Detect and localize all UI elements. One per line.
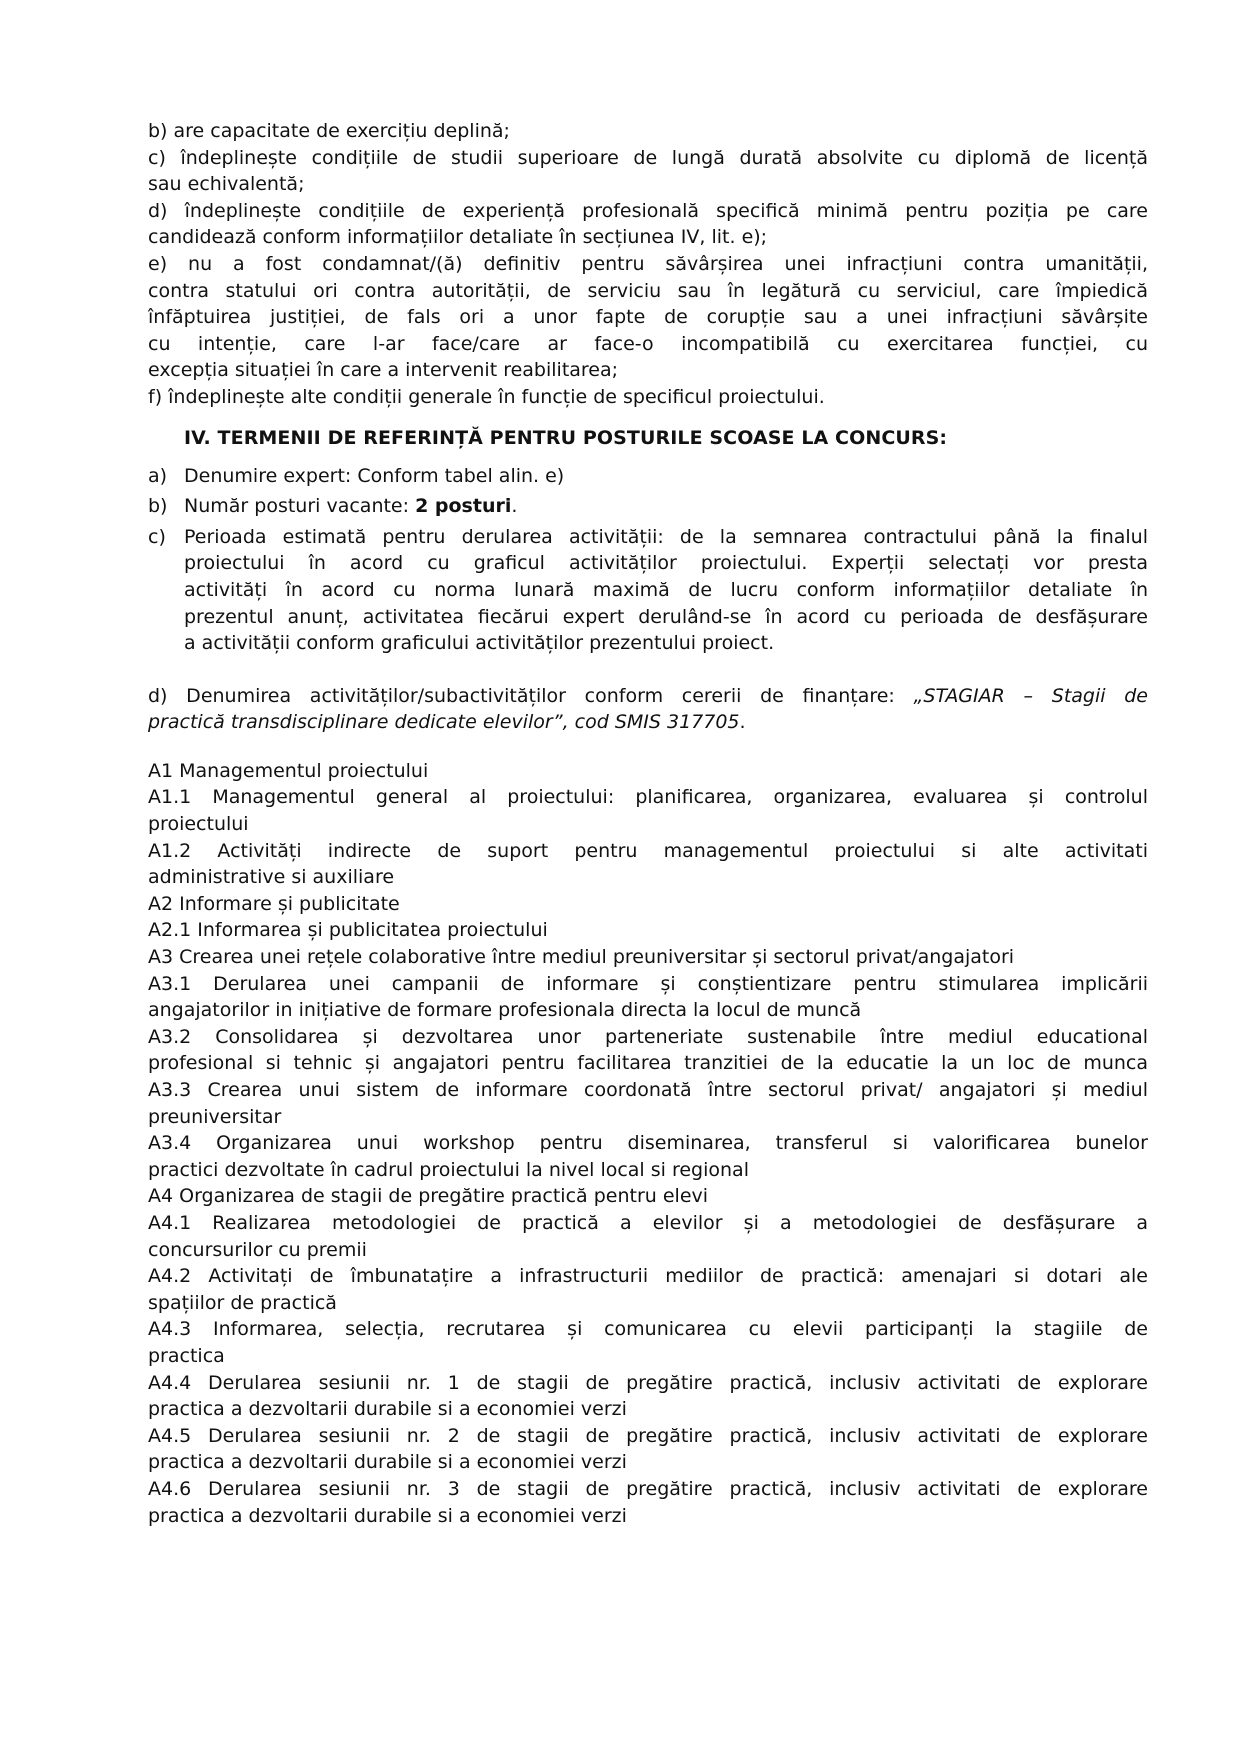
document-page [148,118,1148,1529]
activity-item [148,1423,1148,1476]
condition-item [148,145,1148,198]
activity-item [148,1210,1148,1263]
term-a [148,463,1148,490]
eligibility-conditions [148,118,1148,411]
term-b [148,493,1148,520]
activity-line-text: A4.3 Informarea, selecția, recrutarea și comunicarea cu elevii participanți la stagiile de [148,1318,1148,1341]
activity-line: A2 Informare și publicitate [148,892,400,915]
activity-line-text: A1.1 Managementul general al proiectului: planificarea, organizarea, evaluarea și controlul [148,786,1148,809]
activity-item [148,1183,1148,1210]
condition-line-text: d) îndeplinește condițiile de experiență profesională specifică minimă pentru poziția pe care [148,199,1148,222]
term-d-line-1 [148,683,1148,710]
activity-line-text: A4.5 Derularea sesiunii nr. 2 de stagii de pregătire practică, inclusiv activitati de explorare [148,1424,1148,1447]
activity-item [148,917,1148,944]
activity-line-text: A4.4 Derularea sesiunii nr. 1 de stagii de pregătire practică, inclusiv activitati de explorare [148,1371,1148,1394]
activity-line [148,1370,1148,1397]
condition-line [148,331,1148,358]
condition-line [148,198,1148,225]
activity-line [148,1476,1148,1503]
term-c-text [184,524,1148,657]
condition-line: sau echivalentă; [148,173,305,196]
condition-line-text: cu intenție, care l-ar face/care ar face-o incompatibilă cu exercitarea funcției, cu [148,332,1148,355]
activity-line: A4 Organizarea de stagii de pregătire practică pentru elevi [148,1185,709,1208]
activity-line-text: A4.6 Derularea sesiunii nr. 3 de stagii de pregătire practică, inclusiv activitati de explorare [148,1477,1148,1500]
activity-line [148,1130,1148,1157]
activity-line-text: A3.4 Organizarea unui workshop pentru diseminarea, transferul si valorificarea bunelor [148,1132,1148,1155]
activity-item [148,1263,1148,1316]
activity-item [148,971,1148,1024]
activity-line-text: profesional si tehnic și angajatori pentru facilitarea tranzitiei de la educatie la un loc de munca [148,1052,1148,1075]
activity-item [148,1130,1148,1183]
term-b-suffix: . [511,495,518,518]
activity-line: practica [148,1344,225,1367]
term-c-line [184,550,1148,577]
activity-line-text: A3.3 Crearea unui sistem de informare coordonată între sectorul privat/ angajatori și mediul [148,1079,1148,1101]
activity-item [148,1316,1148,1369]
activity-line: administrative si auxiliare [148,866,395,889]
activity-item [148,838,1148,891]
condition-line: excepția situației în care a intervenit reabilitarea; [148,359,619,382]
condition-item [148,251,1148,384]
project-title-end: practică transdisciplinare dedicate elevilor”, cod SMIS 317705 [148,711,740,734]
activity-line: concursurilor cu premii [148,1238,367,1261]
term-c-label: c) [148,525,166,548]
term-a-text: Denumire expert: Conform tabel alin. e) [184,464,565,487]
condition-item [148,384,1148,411]
activity-line: spațiilor de practică [148,1291,337,1314]
term-c-line [184,577,1148,604]
condition-line: b) are capacitate de exercițiu deplină; [148,120,510,142]
activity-line-text: A3.1 Derularea unei campanii de informare și conștientizare pentru stimularea implicării [148,972,1148,995]
term-c-line-text: Perioada estimată pentru derularea activității: de la semnarea contractului până la finalul [184,525,1148,548]
activity-line: practica a dezvoltarii durabile si a economiei verzi [148,1451,627,1474]
condition-line: f) îndeplinește alte condiții generale în funcție de specificul proiectului. [148,385,825,408]
term-c-line: a activității conform graficului activităților prezentului proiect. [184,632,775,655]
term-c-line [184,604,1148,631]
term-d-line-2 [148,709,1148,736]
activity-item [148,1024,1148,1077]
condition-line [148,278,1148,305]
activity-line: angajatorilor in inițiative de formare profesionala directa la locul de muncă [148,999,862,1022]
term-c [148,524,1148,657]
activity-item [148,758,1148,785]
activity-line: A1 Managementul proiectului [148,759,429,782]
term-b-prefix: Număr posturi vacante: [184,495,416,518]
activity-line [148,1263,1148,1290]
term-b-label: b) [148,495,168,518]
activity-item [148,891,1148,918]
activity-line [148,1210,1148,1237]
posts-count: 2 posturi [415,495,512,518]
activity-line [148,838,1148,865]
term-c-line-text: activități în acord cu norma lunară maximă de lucru conform informațiilor detaliate în [184,578,1148,601]
activity-line: practici dezvoltate în cadrul proiectului la nivel local si regional [148,1158,749,1181]
activities-list [148,758,1148,1529]
project-title-start: „STAGIAR – Stagii de [913,684,1148,707]
activity-line: preuniversitar [148,1105,282,1128]
activity-line: A2.1 Informarea și publicitatea proiectului [148,919,548,942]
condition-line: candidează conform informațiilor detaliate în secțiunea IV, lit. e); [148,226,768,249]
condition-line-text: înfăptuirea justiției, de fals ori a unor fapte de corupție sau a unei infracțiuni săvârșite [148,306,1148,329]
term-d-period: . [739,711,746,734]
activity-line: A3 Crearea unei rețele colaborative între mediul preuniversitar și sectorul privat/angajatori [148,946,1015,969]
condition-line-text: contra statului ori contra autorității, de serviciu sau în legătură cu serviciul, care împiedică [148,279,1148,302]
activity-line [148,1050,1148,1077]
activity-line [148,1316,1148,1343]
condition-line-text: e) nu a fost condamnat/(ă) definitiv pentru săvârșirea unei infracțiuni contra umanității, [148,252,1148,275]
activity-line: practica a dezvoltarii durabile si a economiei verzi [148,1504,627,1527]
activity-line: proiectului [148,813,249,836]
activity-item [148,1476,1148,1529]
term-b-text [184,493,1148,520]
term-d [148,683,1148,736]
terms-of-reference [148,463,1148,657]
activity-item [148,1077,1148,1130]
condition-line [148,304,1148,331]
activity-line [148,784,1148,811]
condition-line [148,251,1148,278]
activity-line-text: A4.1 Realizarea metodologiei de practică a elevilor și a metodologiei de desfășurare a [148,1211,1148,1234]
activity-line [148,1077,1148,1104]
section-heading: IV. TERMENII DE REFERINȚĂ PENTRU POSTURILE SCOASE LA CONCURS: [184,426,948,449]
activity-line [148,1423,1148,1450]
activity-item [148,1370,1148,1423]
activity-line-text: A4.2 Activitați de îmbunatațire a infrastructurii mediilor de practică: amenajari si dotari ale [148,1265,1148,1288]
condition-item [148,198,1148,251]
condition-line-text: c) îndeplinește condițiile de studii superioare de lungă durată absolvite cu diplomă de licență [148,146,1148,169]
activity-line-text: A1.2 Activități indirecte de suport pentru managementul proiectului si alte activitati [148,839,1148,862]
activity-line-text: A3.2 Consolidarea și dezvoltarea unor parteneriate sustenabile între mediul educational [148,1025,1148,1048]
activity-item [148,784,1148,837]
term-a-label: a) [148,464,168,487]
term-c-line-text: proiectului în acord cu graficul activităților proiectului. Experții selectați vor presta [184,552,1148,575]
term-c-line [184,524,1148,551]
activity-item [148,944,1148,971]
activity-line [148,1024,1148,1051]
term-c-line-text: prezentul anunț, activitatea fiecărui expert derulând-se în acord cu perioada de desfășurare [184,605,1148,628]
condition-line [148,145,1148,172]
activity-line [148,971,1148,998]
term-d-intro: d) Denumirea activităților/subactivităților conform cererii de finanțare: [148,684,914,707]
activity-line: practica a dezvoltarii durabile si a economiei verzi [148,1398,627,1421]
condition-item [148,118,1148,145]
